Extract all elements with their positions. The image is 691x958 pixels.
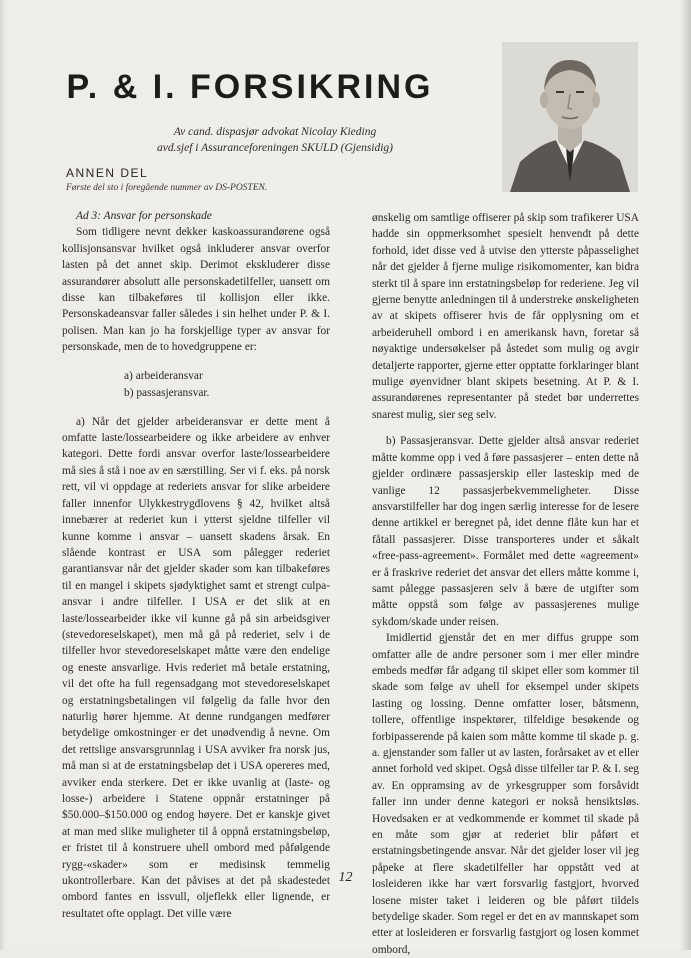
paragraph: Imidlertid gjenstår det en mer diffus gruppe som omfatter alle de andre personer som i mer eller mindre embeds medfør får adgang til skipet eller som kommer til skade som følge av uhell for eksempel under skipets lasting og lossing. Denne omfatter loser, båtsmenn, tollere, offentlige inspektører, tilfeldige besøkende og forbipasserende på kaien som måtte komme til skade p. g. a. gjenstander som faller ut av lasten, forårsaket av et eller annet forhold ved skipet. Også disse tilfeller tar P. & I. seg av. En oppramsing av de yrkesgrupper som forsåvidt faller inn under denne kategori er nokså hensiktsløs. Hovedsaken er at vedkommende er kommet til skade på en måte som gjør at rederiet blir påført et erstatningsbetingende ansvar. Når det gjelder loser vil jeg påpeke at flere skadetilfeller har oppstått ved at losleideren ikke har vært forsvarlig fastgjort, hvorved losene mister taket i leideren og ble påført tildels betydelige skader. Som regel er det en av mannskapet som etter at losleideren er forsvarlig fastgjort og losen kommet ombord, <box>372 632 639 956</box>
page-number: 12 <box>338 870 353 885</box>
section-heading: ANNEN DEL <box>66 166 149 180</box>
paragraph: a) Når det gjelder arbeideransvar er dette ment å omfatte laste/lossearbeidere og ikke arbeidere av enhver kategori. Dette fordi ansvar overfor laste/lossearbeidere må sies å stå i noe av en særstilling. Ser vi f. eks. på norsk rett, vil vi oppdage at rederiets ansvar for slike arbeidere faller innenfor Ulykkestrygdlovens § 42, hvilket altså innebærer at rederiet kun i ytterst sjeldne tilfeller vil kunne komme i ansvar – uansett skadens årsak. En slående kontrast er USA som pålegger rederiet garantiansvar når det gjelder skader som kan tilbakeføres til en mangel i skipets sjødyktighet samt et strengt culpa-ansvar i andre tilfeller. I USA er det slik at en laste/lossearbeider ikke vil kunne gå på sin arbeidsgiver (stevedoreselskapet), men må gå på rederiet, selv i de tilfeller hvor stevedoreselskapet måtte være den endelige og eneste ansvarlige. Hvis rederiet må betale erstatning, vil det ofte ha full regensadgang mot stevedoreselskapet og erstatningsbetalingen vil følgelig da falle hvor den naturlig hører hjemme. At denne rundgangen medfører betydelige omkostninger er det unødvendig å nevne. Om det rettslige ansvarsgrunnlag i USA avviker fra norsk jus, må man si at de erstatningsbeløp det i USA opereres med, avviker enda sterkere. Det er ikke uvanlig at (laste- og losse-) arbeidere i Statene oppnår erstatninger på $50.000–$150.000 og endog høyere. Det er kanskje givet at man med slike muligheter til å oppnå erstatningsbeløp, er fristet til å konstruere uhell ombord med påfølgende rygg-«skader» som er medisinsk temmelig ukontrollerbare. Kan det påvises at det på skadestedet ombord fantes en issvull, oljeflekk eller lignende, er resultatet ofte opplagt. Det ville være <box>62 415 330 920</box>
author-byline <box>110 124 440 156</box>
left-column <box>62 208 330 922</box>
right-column <box>372 210 639 958</box>
section-note: Første del sto i foregående nummer av DS-POSTEN. <box>66 183 268 193</box>
paragraph: Som tidligere nevnt dekker kaskoassurandørene også kollisjonsansvar hvilket også inkluderer ansvar overfor lasten på det annet skip. Derimot ekskluderer disse assurandører absolutt alle personskadetilfeller, uansett om disse kan tilbakeføres til kollisjon eller ikke. Personskadeansvar faller således i sin helhet under P. & I. polisen. Man kan jo ha forskjellige typer av ansvar for personskade, men de to hovedgruppene er: <box>62 226 330 354</box>
author-portrait <box>502 42 638 192</box>
byline-line-2: avd.sjef i Assuranceforeningen SKULD (Gjensidig) <box>156 142 394 154</box>
liability-list <box>124 368 330 402</box>
subheading: Ad 3: Ansvar for personskade <box>76 210 212 222</box>
portrait-image <box>502 42 638 192</box>
article-title: P. & I. FORSIKRING <box>66 68 434 106</box>
paragraph: ønskelig om samtlige offiserer på skip som trafikerer USA hadde sin oppmerksomhet spesielt henvendt på dette forhold, idet disse ved å utvise den ytterste påpasselighet når det gjelder å fjerne mulige risikomomenter, kan bidra sterkt til å spare inn erstatningsbeløp for rederiene. Jeg vil gjerne benytte anledningen til å understreke ønskeligheten av at skipets offiserer hvis de får opplysning om et arbeideruhell ombord i en amerikansk havn, foretar så nøyaktige undersøkelser på åstedet som mulig og avgir detaljerte rapporter, gjerne etter opptatte forklaringer blant mulige øyenvidner blant skipets besetning. At P. & I. assurandørenes representanter på stedet bør underrettes snarest mulig, sier seg selv. <box>372 212 639 421</box>
byline-line-1: Av cand. dispasjør advokat Nicolay Kieding <box>173 126 377 138</box>
list-item: a) arbeideransvar <box>124 369 203 382</box>
list-item: b) passasjeransvar. <box>124 386 210 399</box>
paragraph: b) Passasjeransvar. Dette gjelder altså ansvar rederiet måtte komme opp i ved å føre passasjerer – enten dette nå gjelder ordinære passasjerskip eller lasteskip med de vanlige 12 passasjerbekvemmeligheter. Disse ansvarstilfeller har dog ingen særlig interesse for de lesere denne artikkel er beregnet på, idet denne flåte kun har et fåtall passasjerer. Disse transporteres under et såkalt «free-pass-agreement». Formålet med dette «agreement» er å fraskrive rederiet det ansvar det ellers måtte komme i, samt pålegge passasjeren selv å bære de utgifter som måtte oppstå som følge av passasjerenes mulige sykdom/skade under reisen. <box>372 435 639 628</box>
